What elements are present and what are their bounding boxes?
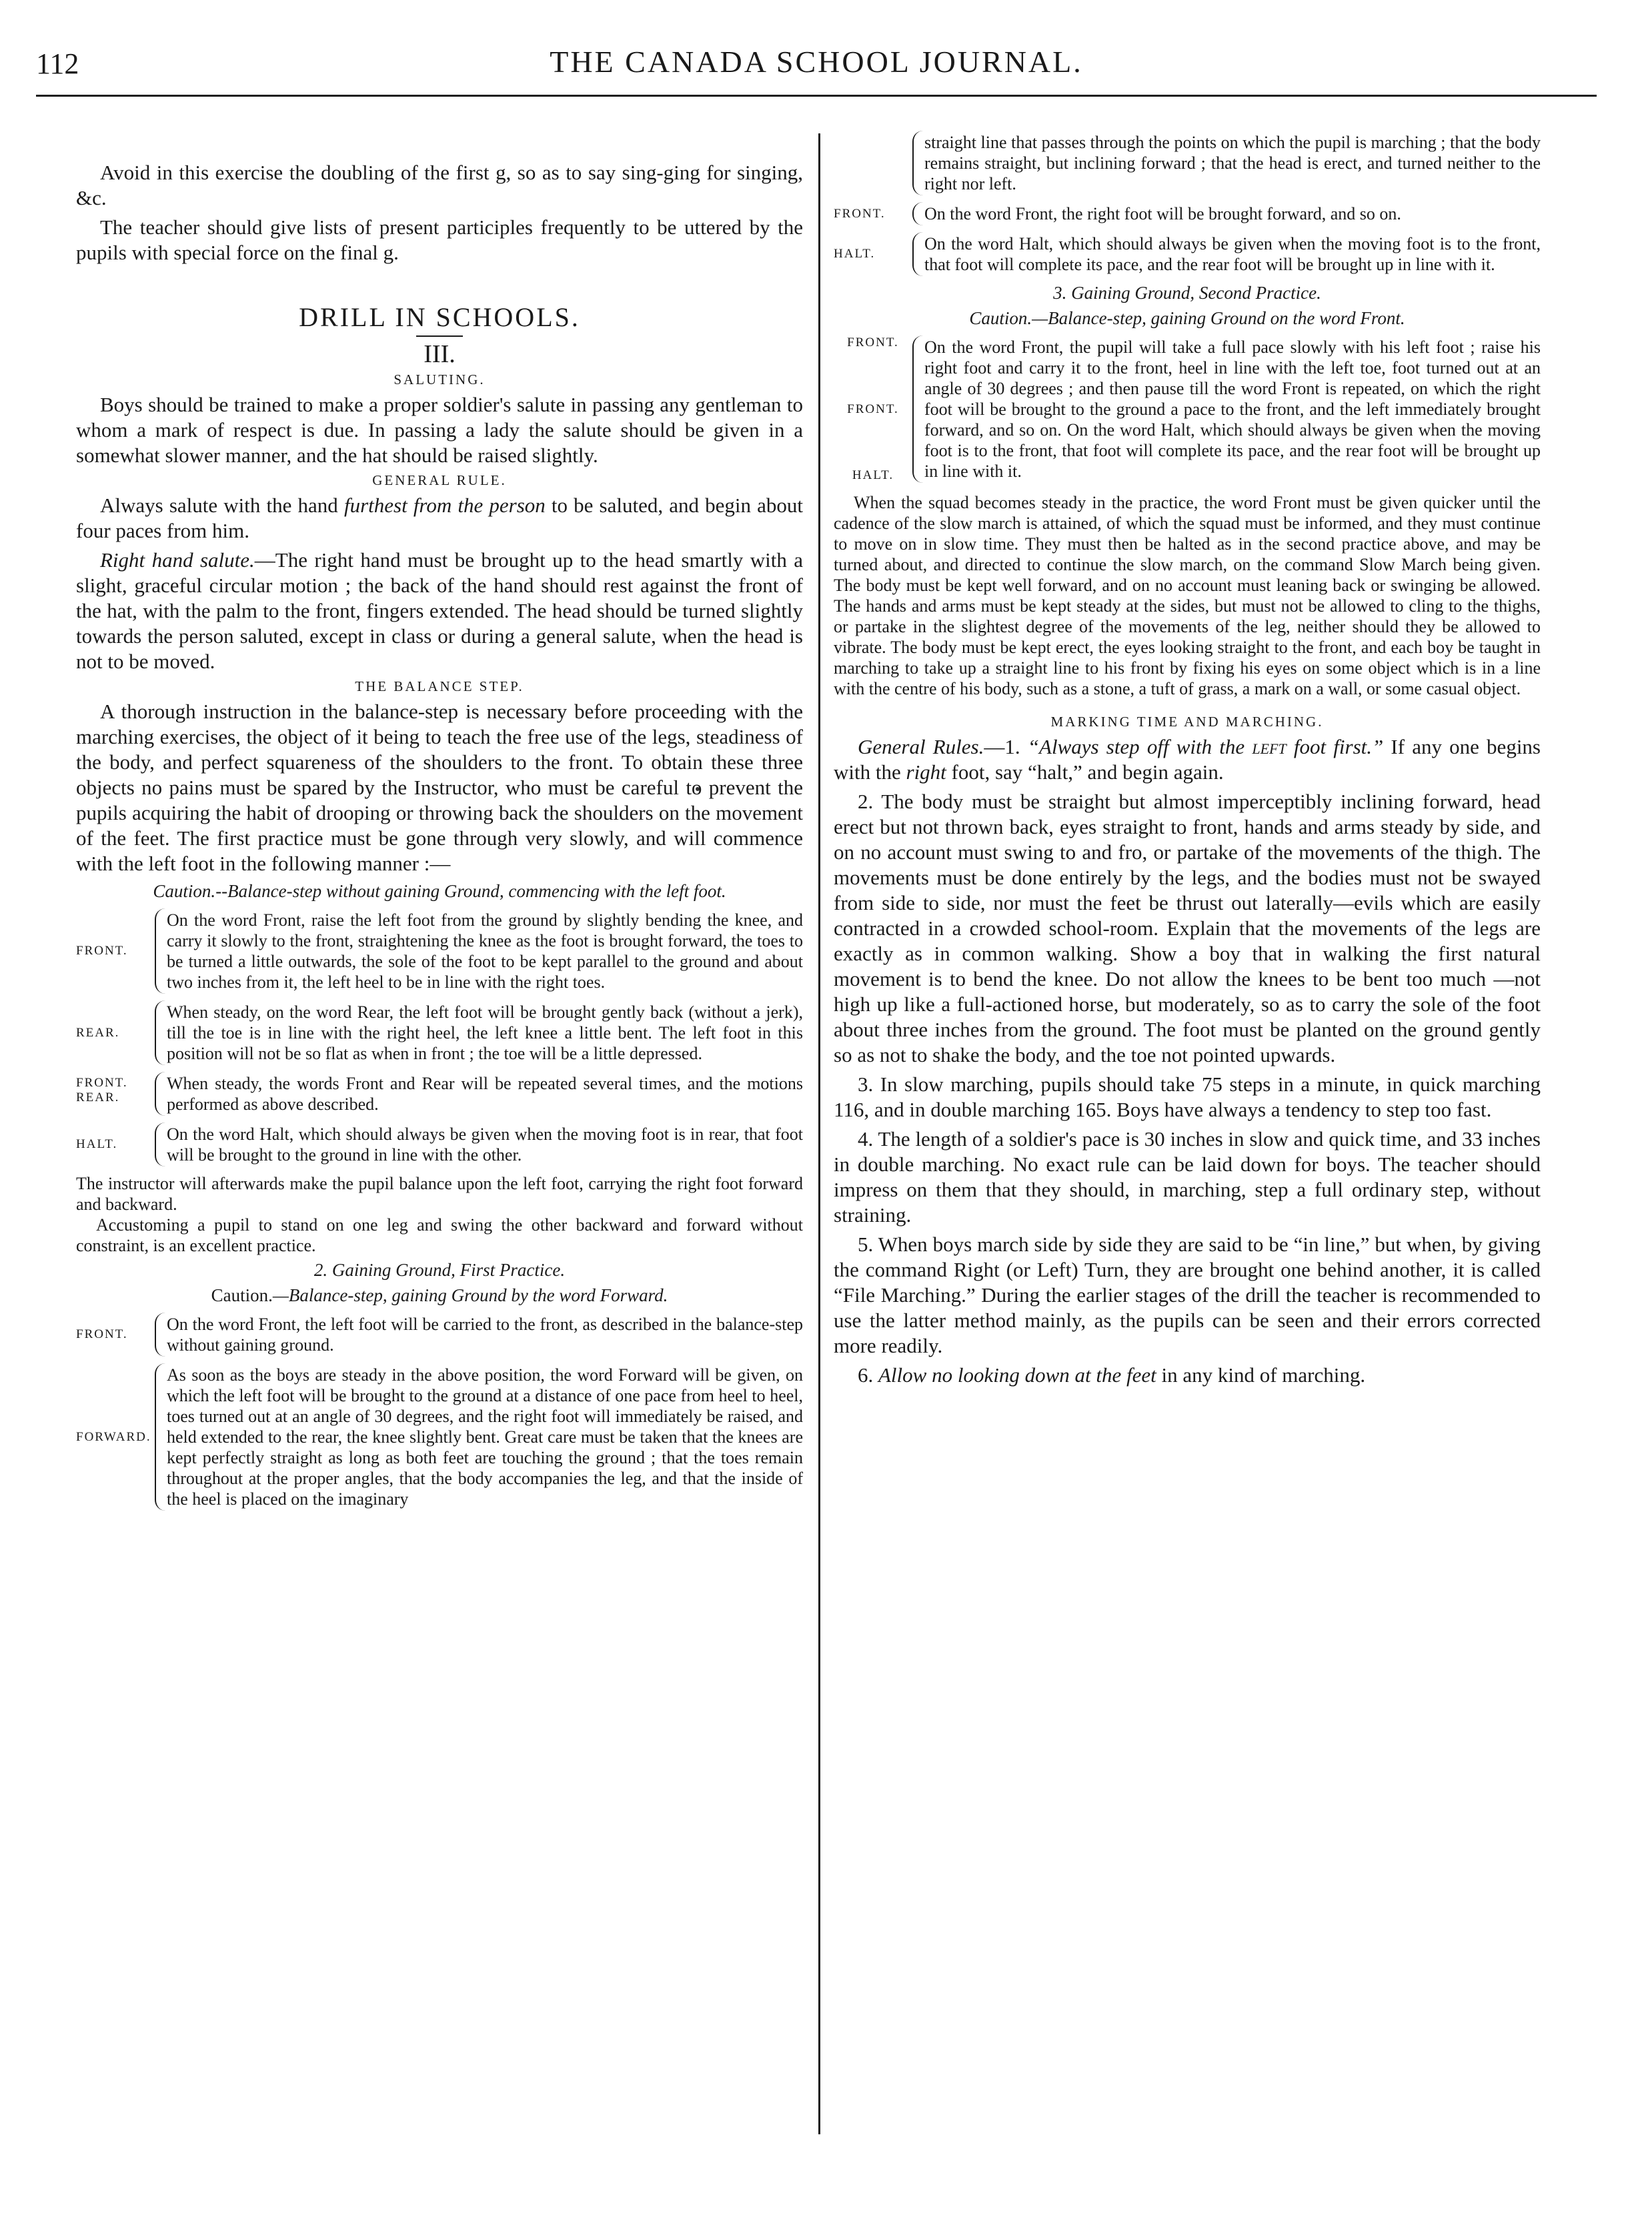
rule-5: 5. When boys march side by side they are said to be “in line,” but when, by giving the command Right (or Left) Turn, they are brought one behind another, it is called “File Marching.” During the earlier stages of the drill the teacher is recommended to use the latter method mainly, as the pupils can be seen and their errors corrected more readily. xyxy=(834,1233,1541,1357)
rule-2: 2. The body must be straight but almost imperceptibly inclining forward, head erect but not thrown back, eyes straight to front, hands and arms steady by side, and on no account must swing to and fro, or partake of the movements of the thigh. The movements must be done entirely by the legs, and the bodies must not be swayed from side to side, nor must the feet be thrust out laterally—evils which are easily contracted in a crowded school-room. Explain that the movements of the legs are exactly as in common walking. Show a boy that in walking the first natural movement is to bend the knee. Do not allow the knees to be bent too much —not high up like a full-actioned horse, but moderately, so as to carry the sole of the foot about three inches from the ground. The foot must be planted on the ground gently so as not to shake the body, and the toe not pointed upwards. xyxy=(834,790,1541,1066)
caution-1: Caution.--Balance-step without gaining Ground, commencing with the left foot. xyxy=(153,881,726,901)
marching-heading: MARKING TIME AND MARCHING. xyxy=(1050,714,1324,730)
page-header xyxy=(36,33,1597,95)
practice-2-heading: 2. Gaining Ground, First Practice. xyxy=(313,1260,566,1280)
command-label: FRONT. xyxy=(76,944,128,958)
command-text: On the word Front, the pupil will take a full pace slowly with his left foot ; raise his right foot and carry it to the front, heel in line with the left toe, foot turned out at an angle of 30 degrees ; and then pause till the word Front is repeated, on which the right foot will be brought to the ground a pace to the front, and the left immediately brought forward, and so on. On the word Halt, which should always be given when the moving foot is to the front, that foot will complete its pace, and the rear foot will be brought up in line with it. xyxy=(912,335,1541,483)
intro-paragraph-2: The teacher should give lists of present participles frequently to be uttered by the pupils with special force on the final g. xyxy=(76,215,803,264)
command-text: On the word Halt, which should always be given when the moving foot is to the front, that foot will complete its pace, and the rear foot will be brought up in line with it. xyxy=(912,232,1541,276)
balance-step-heading: THE BALANCE STEP. xyxy=(355,678,524,694)
command-forward-continued xyxy=(834,131,1541,195)
right-hand-salute-paragraph: Right hand salute.—The right hand must be brought up to the head smartly with a slight, graceful circular motion ; the back of the hand should rest against the front of the hat, with the palm to the front, fingers extended. The head should be turned slightly towards the person saluted, except in class or during a general salute, when the head is not to be moved. xyxy=(76,548,803,673)
saluting-heading: SALUTING. xyxy=(393,372,486,388)
command-text: When steady, on the word Rear, the left foot will be brought gently back (without a jerk), till the toe is in line with the right heel, the left knee a little bent. The left foot in this position will not be so flat as when in front ; the toe will be a little depressed. xyxy=(155,1000,803,1065)
command-label: FRONT. xyxy=(76,1327,128,1341)
command-text: On the word Front, the left foot will be carried to the front, as described in the balance-step without gaining ground. xyxy=(155,1313,803,1357)
command-text: As soon as the boys are steady in the above position, the word Forward will be given, on which the left foot will be brought to the ground at a distance of one pace from heel to heel, toes turned out at an angle of 30 degrees, and the right foot will immediately be raised, and held extended to the rear, the knee slightly bent. Great care must be taken that the knees are kept perfectly straight as long as both feet are touching the ground ; that the toes remain throughout at the proper angles, that the body accompanies the leg, and that the inside of the heel is placed on the imaginary xyxy=(155,1363,803,1511)
rule-3: 3. In slow marching, pupils should take 75 steps in a minute, in quick marching 116, and in double marching 165. Boys have always a tendency to step too fast. xyxy=(834,1072,1541,1121)
general-rules-1: General Rules.—1. “Always step off with the left foot first.” If any one begins with the right foot, say “halt,” and begin again. xyxy=(834,735,1541,784)
general-rule-heading: GENERAL RULE. xyxy=(372,472,507,488)
intro-paragraph-1: Avoid in this exercise the doubling of the first g, so as to say sing-ging for singing, &c. xyxy=(76,161,803,209)
column-divider xyxy=(818,133,820,2134)
caution-2: Caution.—Balance-step, gaining Ground by the word Forward. xyxy=(211,1285,668,1305)
balance-step-paragraph: A thorough instruction in the balance-step is necessary before proceeding with the marching exercises, the object of it being to teach the free use of the legs, steadiness of the body, and perfect squareness of the shoulders to the front. To obtain these three objects no pains must be spared by the Instructor, who must be careful to prevent the pupils acquiring the habit of drooping or throwing back the shoulders on the movement of the feet. The first practice must be gone through very slowly, and will commence with the left foot in the following manner :— xyxy=(76,700,803,875)
rule-4: 4. The length of a soldier's pace is 30 inches in slow and quick time, and 33 inches in double marching. No exact rule can be laid down for boys. The teacher should impress on them that they should, in marching, step a full ordinary step, without straining. xyxy=(834,1127,1541,1227)
squad-paragraph: When the squad becomes steady in the practice, the word Front must be given quicker until the cadence of the slow march is attained, of which the squad must be informed, and they must continue to move on in slow time. They must then be halted as in the second practice above, and may be turned about, and directed to continue the slow march, on the command Slow March being given. The body must be kept well forward, and on no account must leaning back or swinging be allowed. The hands and arms must be kept steady at the sides, but must not be allowed to cling to the thighs, or partake in the slightest degree of the movements of the leg, neither should they be allowed to vibrate. The body must be kept erect, the eyes looking straight to the front, and each boy be taught in marching to take up a straight line to his front by fixing his eyes on some object which is in a line with the centre of his body, such as a stone, a tuft of grass, a mark on a wall, or some casual object. xyxy=(834,493,1541,698)
command-label-stack: FRONT. FRONT. HALT. xyxy=(847,335,899,482)
command-text: On the word Front, the right foot will be brought forward, and so on. xyxy=(912,202,1541,225)
command-front-rear xyxy=(76,1072,803,1116)
command-label: FRONT. xyxy=(834,206,886,221)
caution-3: Caution.—Balance-step, gaining Ground on the word Front. xyxy=(969,308,1405,328)
command-text: On the word Halt, which should always be given when the moving foot is in rear, that foot will be brought to the ground in line with the other. xyxy=(155,1123,803,1167)
command-label-pair: FRONT. REAR. xyxy=(76,1076,128,1104)
running-title: THE CANADA SCHOOL JOURNAL. xyxy=(550,45,1083,79)
command-label: HALT. xyxy=(76,1137,118,1151)
command-rear-1 xyxy=(76,1000,803,1065)
command-label: FORWARD. xyxy=(76,1429,151,1444)
command-front-2 xyxy=(76,1313,803,1357)
command-halt-2 xyxy=(834,232,1541,276)
header-rule xyxy=(36,95,1597,97)
command-text: straight line that passes through the points on which the pupil is marching ; that the body remains straight, but inclining forward ; that the head is erect, and turned neither to the right nor left. xyxy=(912,131,1541,195)
rule-6: 6. Allow no looking down at the feet in any kind of marching. xyxy=(858,1363,1366,1387)
command-label: REAR. xyxy=(76,1025,120,1040)
general-rule-paragraph: Always salute with the hand furthest from the person to be saluted, and begin about four paces from him. xyxy=(76,494,804,542)
command-group-3 xyxy=(834,335,1541,483)
command-forward xyxy=(76,1363,803,1511)
title-rule xyxy=(416,335,463,337)
command-label-empty xyxy=(834,131,912,195)
practice-note: Accustoming a pupil to stand on one leg and swing the other backward and forward without constraint, is an excellent practice. xyxy=(76,1215,803,1255)
left-column xyxy=(76,160,803,1517)
page-number: 112 xyxy=(36,47,79,80)
saluting-paragraph: Boys should be trained to make a proper soldier's salute in passing any gentleman to whom a mark of respect is due. In passing a lady the salute should be given in a somewhat slower manner, and the hat should be raised slightly. xyxy=(76,393,803,467)
command-text: When steady, the words Front and Rear will be repeated several times, and the motions performed as above described. xyxy=(155,1072,803,1116)
right-column xyxy=(834,133,1541,1392)
command-label: HALT. xyxy=(834,247,876,261)
command-front-1 xyxy=(76,908,803,994)
command-text: On the word Front, raise the left foot from the ground by slightly bending the knee, and carry it slowly to the front, straightening the knee as the foot is brought forward, the toes to be turned a little outwards, the sole of the foot to be kept parallel to the ground and about two inches from it, the left heel to be in line with the right toes. xyxy=(155,908,803,994)
article-title: DRILL IN SCHOOLS. xyxy=(299,302,580,332)
command-halt-1 xyxy=(76,1123,803,1167)
command-front-3 xyxy=(834,202,1541,225)
instructor-note: The instructor will afterwards make the pupil balance upon the left foot, carrying the right foot forward and backward. xyxy=(76,1174,803,1214)
practice-3-heading: 3. Gaining Ground, Second Practice. xyxy=(1053,283,1321,303)
article-part-number: III. xyxy=(424,340,456,368)
